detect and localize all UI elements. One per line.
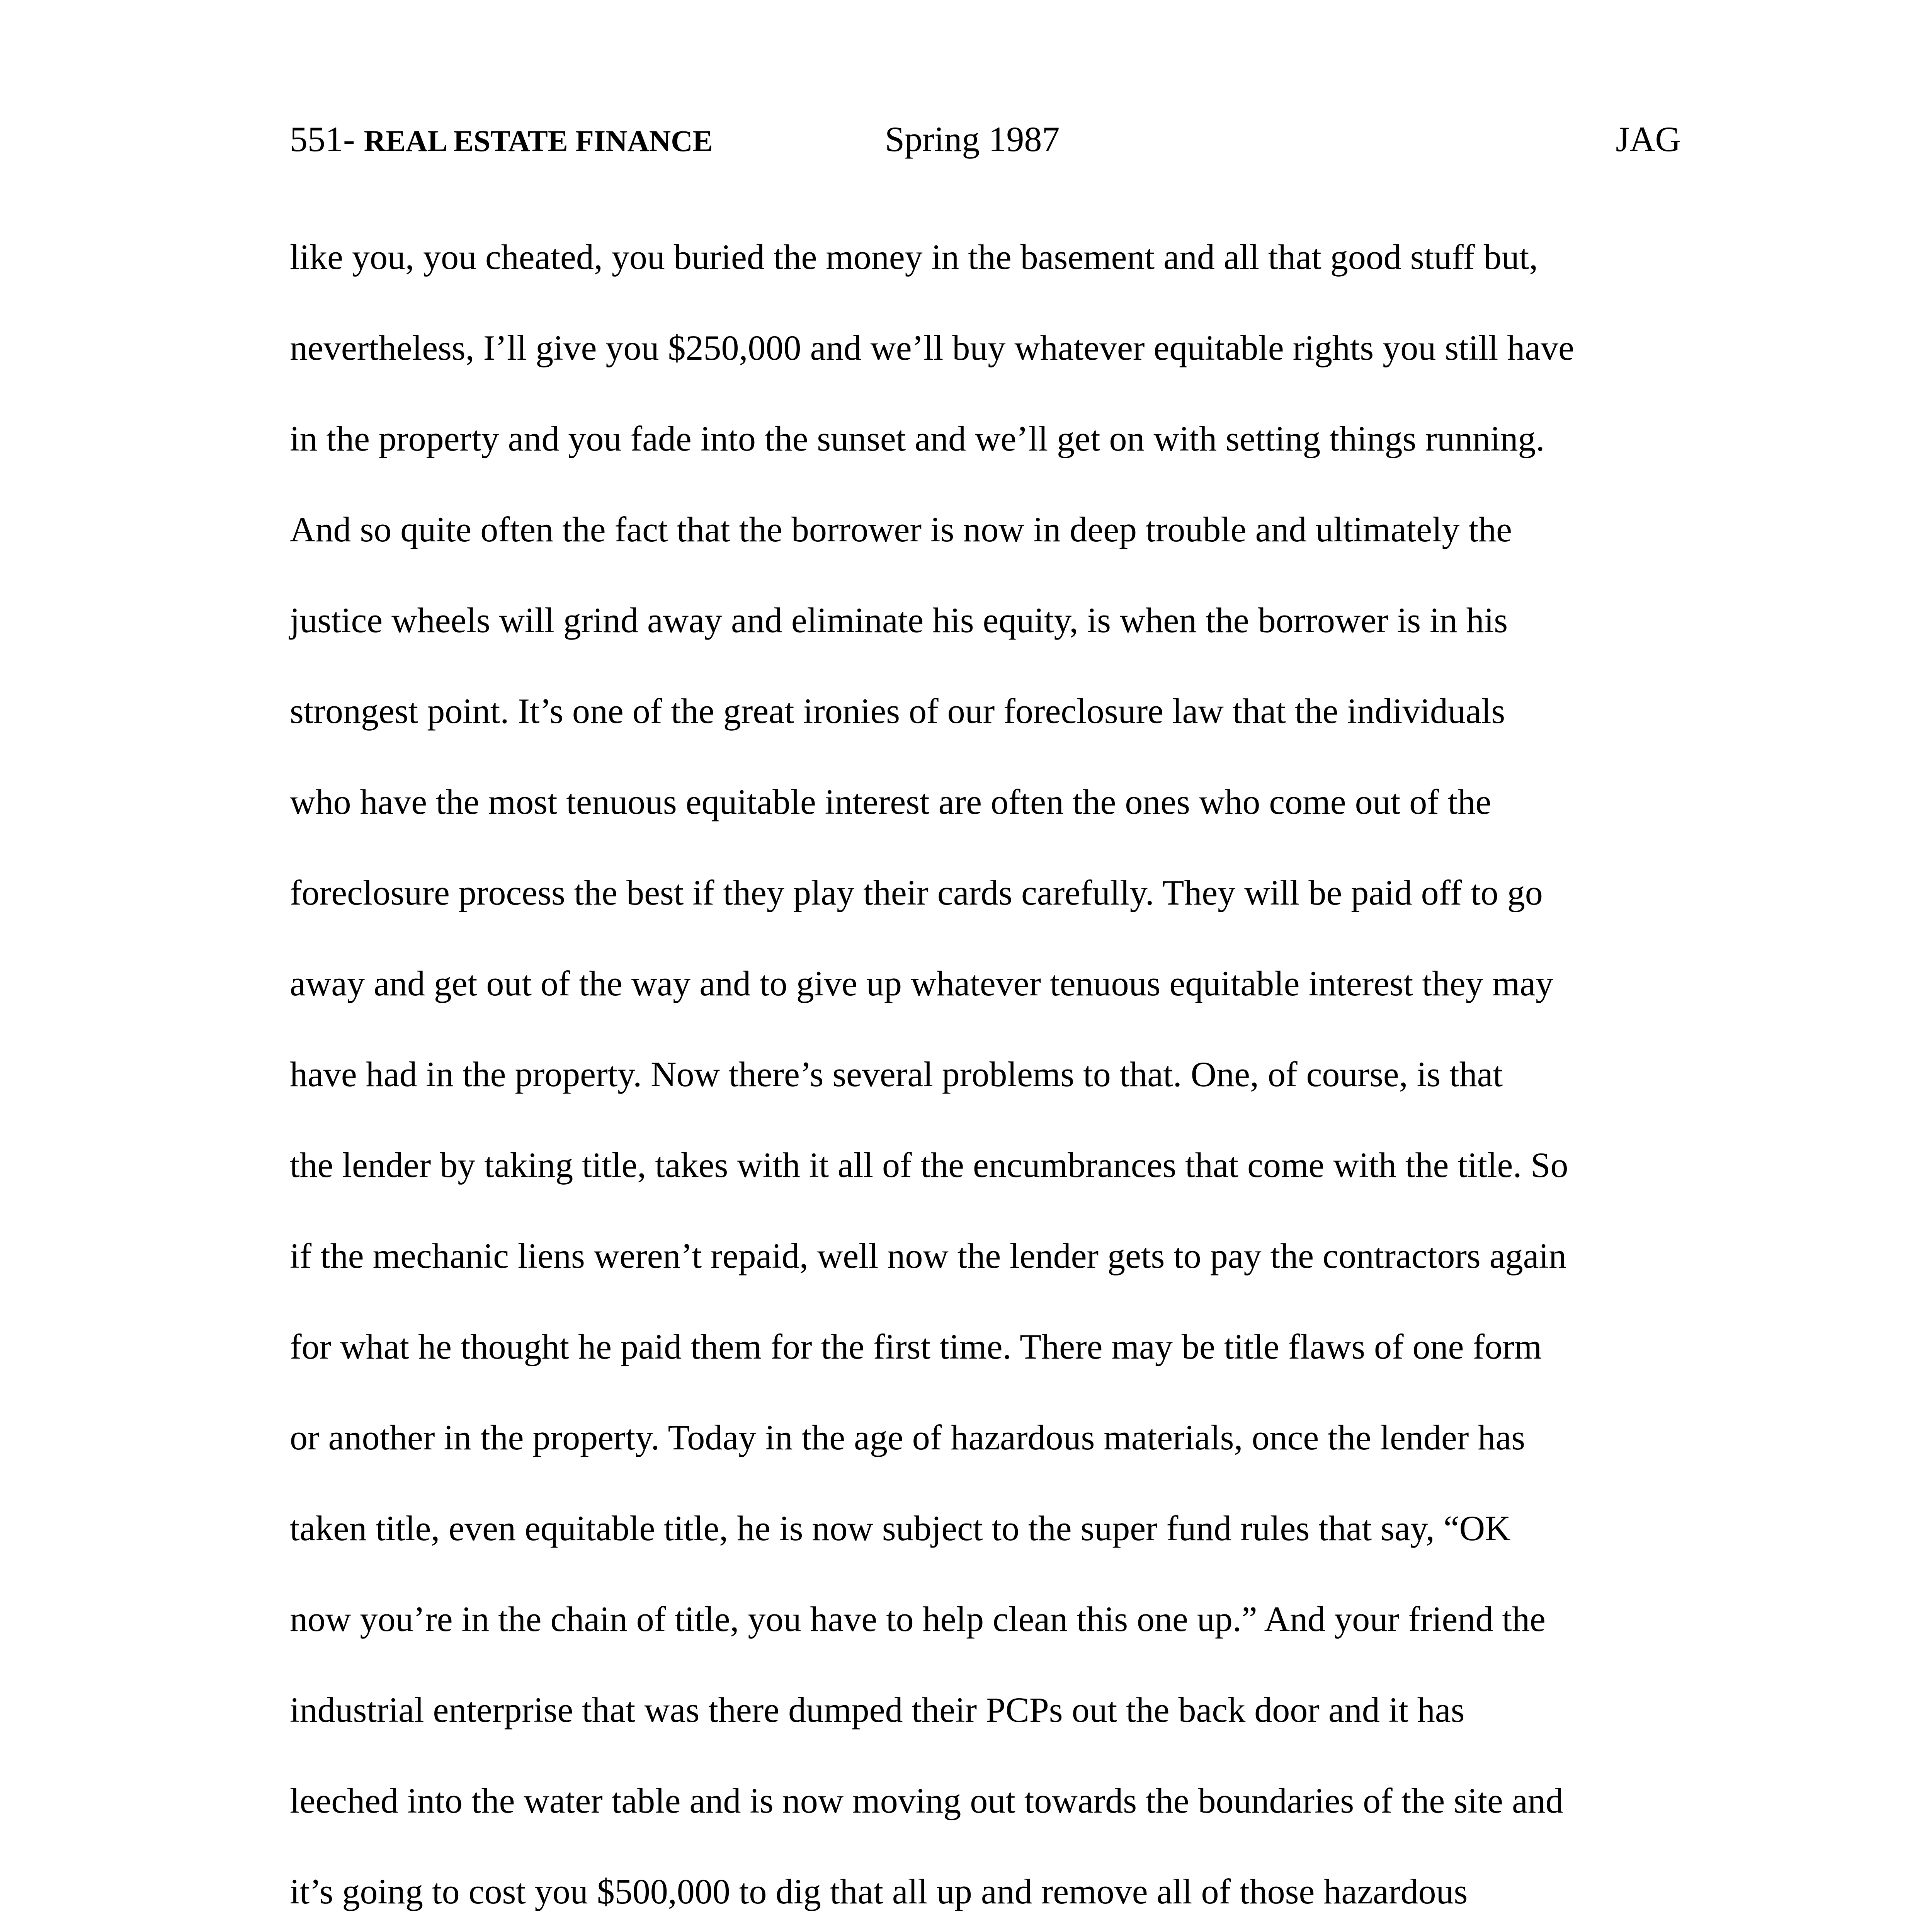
text-line: who have the most tenuous equitable interest are often the ones who come out of the — [290, 782, 1492, 821]
page-header — [290, 116, 1681, 162]
text-line: taken title, even equitable title, he is now subject to the super fund rules that say, “OK — [290, 1509, 1511, 1548]
text-line: or another in the property. Today in the age of hazardous materials, once the lender has — [290, 1418, 1526, 1457]
course-label — [290, 116, 713, 164]
text-line: justice wheels will grind away and eliminate his equity, is when the borrower is in his — [290, 600, 1508, 640]
text-line: away and get out of the way and to give up whatever tenuous equitable interest they may — [290, 964, 1554, 1003]
text-line: And so quite often the fact that the borrower is now in deep trouble and ultimately the — [290, 510, 1512, 549]
text-line: if the mechanic liens weren’t repaid, well now the lender gets to pay the contractors again — [290, 1236, 1566, 1276]
text-line: for what he thought he paid them for the first time. There may be title flaws of one form — [290, 1327, 1542, 1366]
text-line: foreclosure process the best if they play their cards carefully. They will be paid off to go — [290, 873, 1543, 912]
text-line: now you’re in the chain of title, you have to help clean this one up.” And your friend the — [290, 1599, 1546, 1639]
text-line: the lender by taking title, takes with it all of the encumbrances that come with the title. So — [290, 1145, 1568, 1185]
term-label: Spring 1987 — [885, 119, 1060, 159]
text-line: nevertheless, I’ll give you $250,000 and we’ll buy whatever equitable rights you still have — [290, 328, 1574, 367]
course-title: REAL ESTATE FINANCE — [364, 124, 713, 158]
text-line: have had in the property. Now there’s several problems to that. One, of course, is that — [290, 1054, 1503, 1094]
text-line: strongest point. It’s one of the great ironies of our foreclosure law that the individuals — [290, 691, 1505, 731]
author-initials: JAG — [1616, 119, 1681, 159]
text-line: industrial enterprise that was there dumped their PCPs out the back door and it has — [290, 1690, 1465, 1730]
text-line: it’s going to cost you $500,000 to dig that all up and remove all of those hazardous — [290, 1872, 1468, 1911]
course-number: 551- — [290, 119, 355, 159]
transcript-body — [290, 228, 1681, 1932]
text-line: like you, you cheated, you buried the money in the basement and all that good stuff but, — [290, 237, 1538, 277]
text-line: leeched into the water table and is now moving out towards the boundaries of the site and — [290, 1781, 1563, 1820]
text-line: in the property and you fade into the sunset and we’ll get on with setting things running. — [290, 419, 1545, 458]
